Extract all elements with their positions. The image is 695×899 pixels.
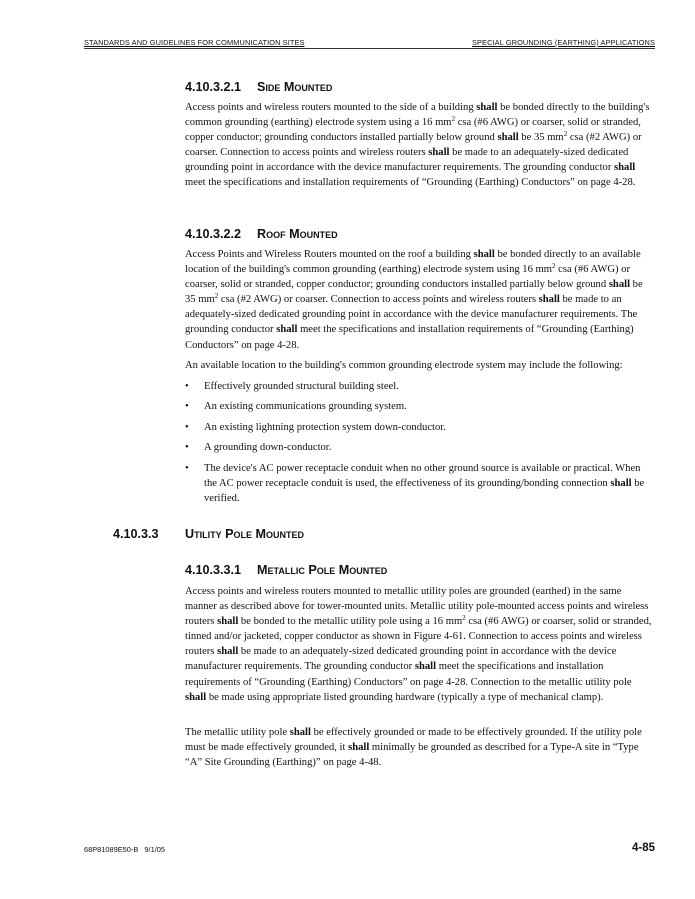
list-item: • An existing lightning protection system down-conductor. (185, 420, 655, 435)
paragraph-available-locations: An available location to the building's common grounding electrode system may include the following: (185, 360, 623, 371)
list-item: • Effectively grounded structural building steel. (185, 379, 655, 394)
page-number: 4-85 (631, 842, 655, 854)
bullet-mark: • (185, 462, 189, 474)
doc-id: 68P81089E50-B (84, 845, 139, 854)
header-left: STANDARDS AND GUIDELINES FOR COMMUNICATION SITES (84, 38, 305, 47)
footer-document-id (84, 845, 165, 854)
bullet-mark: • (185, 401, 189, 413)
bullet-mark: • (185, 381, 189, 392)
section-title: Roof Mounted (257, 227, 338, 241)
paragraph-side-mounted: Access points and wireless routers mounted to the side of a building shall be bonded directly to the building's common grounding (earthing) electrode system using a 16 $mm^2$ csa (#6 AWG) or coarser, solid or stranded, copper conductor; grounding conductors installed partially below ground shall be 35 $mm^2$ csa (#2 AWG) or coarser. Connection to access points and wireless routers shall be made to an adequately-sized dedicated grounding point in accordance with the device manufacturer requirements. The grounding conductor shall meet the specifications and installation requirements of “Grounding (Earthing) Conductors” on page 4-28. (185, 102, 650, 189)
section-title: Metallic Pole Mounted (257, 563, 388, 577)
location-bullet-list (185, 379, 655, 511)
list-item: • An existing communications grounding system. (185, 399, 655, 414)
header-right: SPECIAL GROUNDING (EARTHING) APPLICATIONS (471, 38, 655, 47)
section-title: Side Mounted (257, 80, 333, 94)
bullet-mark: • (185, 442, 189, 454)
bullet-mark: • (185, 421, 189, 433)
paragraph-pole-grounding: The metallic utility pole shall be effectively grounded or made to be effectively grounded. If the utility pole must be made effectively grounded, it shall minimally be grounded as described for a Type-A site in “Type “A” Site Grounding (Earthing)” on page 4-48. (185, 727, 642, 769)
list-item: • The device's AC power receptacle conduit when no other ground source is available or practical. When the AC power receptacle conduit is used, the effectiveness of its grounding/bonding connection shall be verified. (185, 462, 645, 504)
running-header (84, 38, 655, 50)
heading-side-mounted (185, 80, 332, 94)
doc-date: 9/1/05 (144, 845, 165, 854)
section-number: 4.10.3.2.2 (185, 227, 242, 241)
list-item: • A grounding down-conductor. (185, 440, 655, 455)
section-number: 4.10.3.3 (113, 527, 159, 541)
heading-metallic-pole-mounted (185, 563, 387, 577)
heading-roof-mounted (185, 227, 338, 241)
section-number: 4.10.3.3.1 (185, 563, 242, 577)
section-title: Utility Pole Mounted (185, 527, 304, 541)
heading-utility-pole-mounted (113, 527, 304, 541)
paragraph-roof-mounted: Access Points and Wireless Routers mounted on the roof a building shall be bonded directly to an available location of the building's common grounding (earthing) electrode system using 16 $mm^2$ csa (#6 AWG) or coarser, solid or stranded, copper conductor; grounding conductors installed partially below ground shall be 35 $mm^2$ csa (#2 AWG) or coarser. Connection to access points and wireless routers shall be made to an adequately-sized dedicated grounding point in accordance with the device manufacturer requirements. The grounding conductor shall meet the specifications and installation requirements of “Grounding (Earthing) Conductors” on page 4-28. (185, 249, 643, 351)
section-number: 4.10.3.2.1 (185, 80, 242, 94)
header-rule (84, 48, 655, 49)
paragraph-metallic-pole: Access points and wireless routers mounted to metallic utility poles are grounded (earthed) in the same manner as described above for tower-mounted units. Metallic utility pole-mounted access points and wireless routers shall be bonded to the metallic utility pole using a 16 $mm^2$ csa (#6 AWG) or coarser, solid or stranded, tinned and/or jacketed, copper conductor as shown in Figure 4-61. Connection to access points and wireless routers shall be made to an adequately-sized dedicated grounding point in accordance with the device manufacturer requirements. The grounding conductor shall meet the specifications and installation requirements of “Grounding (Earthing) Conductors” on page 4-28. Connection to the metallic utility pole shall be made using appropriate listed grounding hardware (typically a type of mechanical clamp). (185, 586, 652, 703)
